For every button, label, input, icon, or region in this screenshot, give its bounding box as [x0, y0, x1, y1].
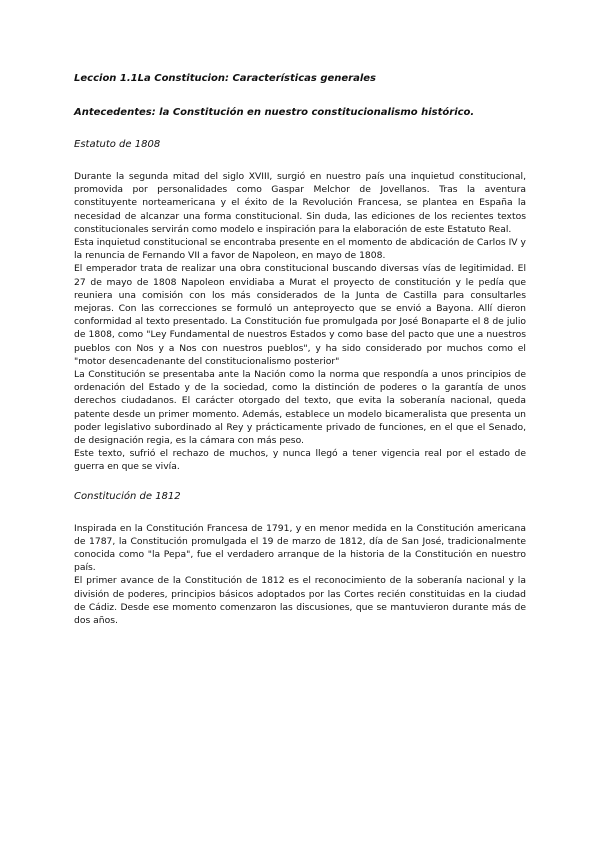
paragraph: Inspirada en la Constitución Francesa de 1791, y en menor medida en la Constitución americana de 1787, la Constitución promulgada el 19 de marzo de 1812, día de San José, tradicionalmente conocida como "la Pepa", fue el verdadero arranque de la historia de la Constitución en nuestro país. [74, 522, 526, 574]
section-body-constitucion-1812 [74, 522, 526, 628]
paragraph: Este texto, sufrió el rechazo de muchos, y nunca llegó a tener vigencia real por el estado de guerra en que se vivía. [74, 448, 526, 473]
paragraph: Esta inquietud constitucional se encontraba presente en el momento de abdicación de Carlos IV y la renuncia de Fernando VII a favor de Napoleon, en mayo de 1808. [74, 237, 526, 262]
paragraph: La Constitución se presentaba ante la Nación como la norma que respondía a unos principios de ordenación del Estado y de la sociedad, como la distinción de poderes o la garantía de unos derechos ciudadanos. El carácter otorgado del texto, que evita la soberanía nacional, queda patente desde un primer momento. Además, establece un modelo bicameralista que presenta un poder legislativo subordinado al Rey y prácticamente privado de funciones, en el que el Senado, de designación regia, es la cámara con más peso. [74, 369, 526, 447]
paragraph: El emperador trata de realizar una obra constitucional buscando diversas vías de legitimidad. El 27 de mayo de 1808 Napoleon envidiaba a Murat el proyecto de constitución y le pedía que reuniera una comisión con los más considerados de la Junta de Castilla para consultarles mejoras. Con las correcciones se formuló un anteproyecto que se envió a Bayona. Allí dieron conformidad al texto presentado. La Constitución fue promulgada por José Bonaparte el 8 de julio de 1808, como "Ley Fundamental de nuestros Estados y como base del pacto que une a nuestros pueblos con Nos y a Nos con nuestros pueblos", y ha sido considerado por muchos como el "motor desencadenante del constitucionalismo posterior" [74, 263, 526, 367]
paragraph: El primer avance de la Constitución de 1812 es el reconocimiento de la soberanía nacional y la división de poderes, principios básicos adoptados por las Cortes recién constituidas en la ciudad de Cádiz. Desde ese momento comenzaron las discusiones, que se mantuvieron durante más de dos años. [74, 575, 526, 627]
section-body-estatuto-1808 [74, 170, 526, 474]
lesson-title: Leccion 1.1La Constitucion: Características generales [74, 73, 377, 84]
paragraph: Durante la segunda mitad del siglo XVIII, surgió en nuestro país una inquietud constitucional, promovida por personalidades como Gaspar Melchor de Jovellanos. Tras la aventura constituyente norteamericana y el éxito de la Revolución Francesa, se plantea en España la necesidad de alcanzar una forma constitucional. Sin duda, las ediciones de los recientes textos constitucionales servirán como modelo e inspiración para la elaboración de este Estatuto Real. [74, 171, 526, 235]
section-heading-estatuto-1808: Estatuto de 1808 [74, 139, 161, 150]
document-content [74, 72, 526, 627]
section-subtitle: Antecedentes: la Constitución en nuestro constitucionalismo histórico. [74, 107, 475, 118]
section-heading-constitucion-1812: Constitución de 1812 [74, 490, 181, 502]
